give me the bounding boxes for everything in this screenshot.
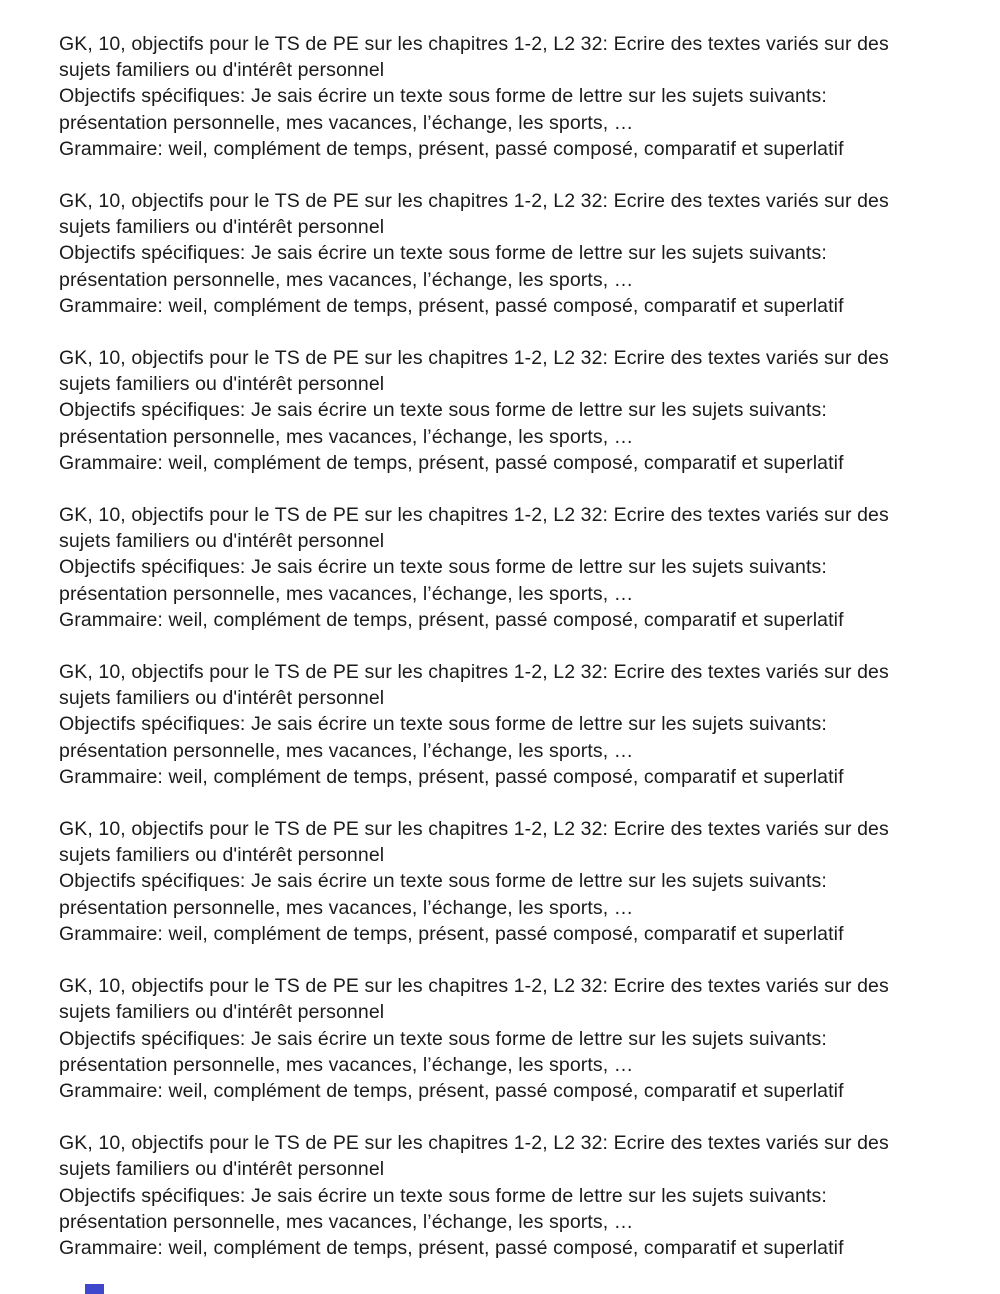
text-line: présentation personnelle, mes vacances, l’échange, les sports, …: [59, 1053, 634, 1076]
text-line: sujets familiers ou d'intérêt personnel: [59, 1158, 385, 1181]
paragraph: [59, 973, 941, 1104]
text-line: Objectifs spécifiques: Je sais écrire un texte sous forme de lettre sur les sujets suivants:: [59, 1184, 827, 1207]
paragraph: [59, 1130, 941, 1261]
text-line: Objectifs spécifiques: Je sais écrire un texte sous forme de lettre sur les sujets suivants:: [59, 85, 827, 108]
text-line: Grammaire: weil, complément de temps, présent, passé composé, comparatif et superlatif: [59, 137, 844, 160]
text-line: Objectifs spécifiques: Je sais écrire un texte sous forme de lettre sur les sujets suivants:: [59, 556, 827, 579]
text-line: GK, 10, objectifs pour le TS de PE sur les chapitres 1-2, L2 32: Ecrire des textes variés sur des: [59, 1132, 889, 1155]
text-line: Objectifs spécifiques: Je sais écrire un texte sous forme de lettre sur les sujets suivants:: [59, 242, 827, 265]
text-line: présentation personnelle, mes vacances, l’échange, les sports, …: [59, 1210, 634, 1233]
text-line: GK, 10, objectifs pour le TS de PE sur les chapitres 1-2, L2 32: Ecrire des textes variés sur des: [59, 504, 889, 527]
text-line: GK, 10, objectifs pour le TS de PE sur les chapitres 1-2, L2 32: Ecrire des textes variés sur des: [59, 975, 889, 998]
text-line: Objectifs spécifiques: Je sais écrire un texte sous forme de lettre sur les sujets suivants:: [59, 399, 827, 422]
text-line: sujets familiers ou d'intérêt personnel: [59, 844, 385, 867]
text-line: Objectifs spécifiques: Je sais écrire un texte sous forme de lettre sur les sujets suivants:: [59, 1027, 827, 1050]
text-line: GK, 10, objectifs pour le TS de PE sur les chapitres 1-2, L2 32: Ecrire des textes variés sur des: [59, 33, 889, 55]
paragraph: [59, 188, 941, 319]
text-line: Objectifs spécifiques: Je sais écrire un texte sous forme de lettre sur les sujets suivants:: [59, 870, 827, 893]
paragraph: [59, 816, 941, 947]
text-line: Grammaire: weil, complément de temps, présent, passé composé, comparatif et superlatif: [59, 294, 844, 317]
text-line: sujets familiers ou d'intérêt personnel: [59, 373, 385, 396]
document-body: [59, 31, 941, 1287]
text-line: GK, 10, objectifs pour le TS de PE sur les chapitres 1-2, L2 32: Ecrire des textes variés sur des: [59, 661, 889, 684]
text-line: Grammaire: weil, complément de temps, présent, passé composé, comparatif et superlatif: [59, 765, 844, 788]
paragraph: [59, 502, 941, 633]
text-line: Objectifs spécifiques: Je sais écrire un texte sous forme de lettre sur les sujets suivants:: [59, 713, 827, 736]
text-line: sujets familiers ou d'intérêt personnel: [59, 1001, 385, 1024]
text-line: présentation personnelle, mes vacances, l’échange, les sports, …: [59, 111, 634, 134]
paragraph: [59, 345, 941, 476]
text-line: sujets familiers ou d'intérêt personnel: [59, 216, 385, 239]
paragraph: [59, 659, 941, 790]
text-line: GK, 10, objectifs pour le TS de PE sur les chapitres 1-2, L2 32: Ecrire des textes variés sur des: [59, 347, 889, 370]
blue-marker-icon: [85, 1284, 104, 1294]
text-line: Grammaire: weil, complément de temps, présent, passé composé, comparatif et superlatif: [59, 608, 844, 631]
paragraph: [59, 31, 941, 162]
text-line: GK, 10, objectifs pour le TS de PE sur les chapitres 1-2, L2 32: Ecrire des textes variés sur des: [59, 818, 889, 841]
text-line: Grammaire: weil, complément de temps, présent, passé composé, comparatif et superlatif: [59, 922, 844, 945]
text-line: présentation personnelle, mes vacances, l’échange, les sports, …: [59, 896, 634, 919]
text-line: Grammaire: weil, complément de temps, présent, passé composé, comparatif et superlatif: [59, 451, 844, 474]
text-line: présentation personnelle, mes vacances, l’échange, les sports, …: [59, 425, 634, 448]
text-line: sujets familiers ou d'intérêt personnel: [59, 687, 385, 710]
text-line: Grammaire: weil, complément de temps, présent, passé composé, comparatif et superlatif: [59, 1079, 844, 1102]
text-line: GK, 10, objectifs pour le TS de PE sur les chapitres 1-2, L2 32: Ecrire des textes variés sur des: [59, 190, 889, 213]
text-line: présentation personnelle, mes vacances, l’échange, les sports, …: [59, 268, 634, 291]
text-line: Grammaire: weil, complément de temps, présent, passé composé, comparatif et superlatif: [59, 1236, 844, 1259]
text-line: sujets familiers ou d'intérêt personnel: [59, 59, 385, 82]
text-line: présentation personnelle, mes vacances, l’échange, les sports, …: [59, 582, 634, 605]
text-line: sujets familiers ou d'intérêt personnel: [59, 530, 385, 553]
text-line: présentation personnelle, mes vacances, l’échange, les sports, …: [59, 739, 634, 762]
